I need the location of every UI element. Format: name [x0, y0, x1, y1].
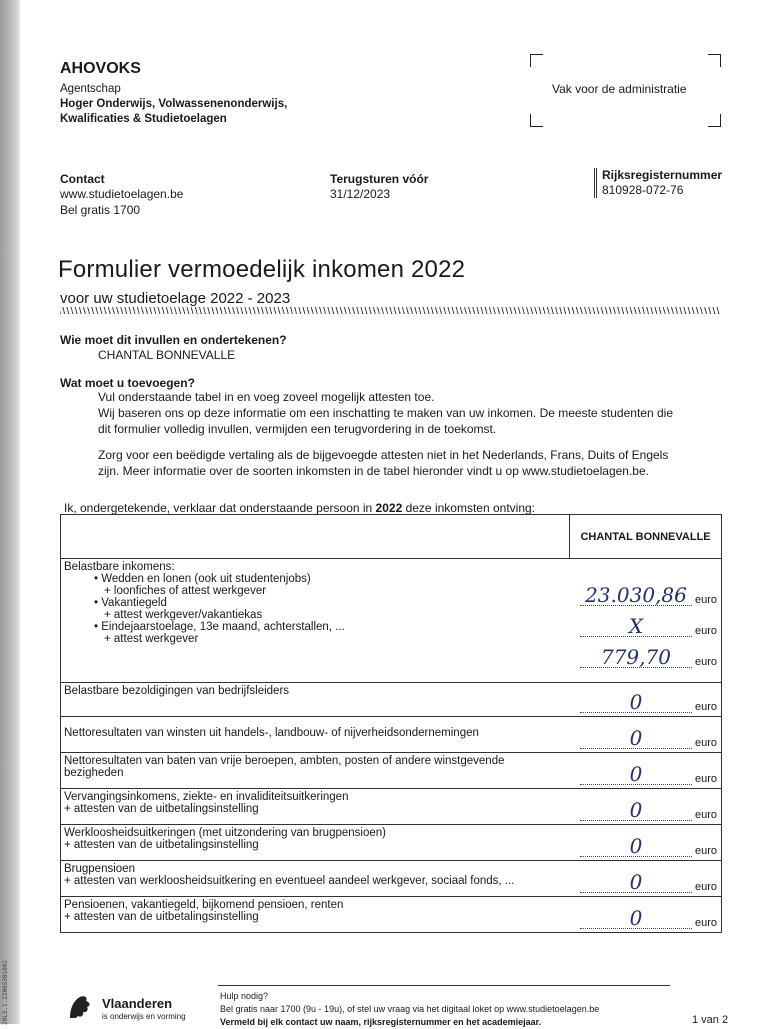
- what-p1-line: Wij baseren ons op deze informatie om een inschatting te maken van uw inkomen. De meeste studenten die: [98, 406, 673, 420]
- title-hatch-divider: [60, 307, 720, 314]
- income-row: [61, 897, 722, 933]
- amount-field[interactable]: [580, 645, 717, 669]
- taxable-item-sub: + loonfiches of attest werkgever: [104, 585, 267, 597]
- brand-tagline: is onderwijs en vorming: [102, 1012, 186, 1021]
- org-agency: Agentschap: [60, 83, 121, 95]
- handwritten-amount: X: [628, 614, 644, 638]
- currency-label: euro: [694, 845, 717, 857]
- who-answer: CHANTAL BONNEVALLE: [98, 348, 236, 362]
- form-code: 20L3.1.22065301002: [2, 960, 9, 1026]
- income-row-label-2: + attesten van de uitbetalingsinstelling: [64, 839, 259, 851]
- scan-edge: [0, 0, 20, 1024]
- currency-label: euro: [694, 917, 717, 929]
- handwritten-amount: 0: [629, 762, 643, 786]
- handwritten-amount: 23.030,86: [585, 583, 687, 607]
- national-id-value: 810928-072-76: [602, 183, 684, 197]
- return-block: [330, 172, 428, 202]
- taxable-item-bullet: • Wedden en lonen (ook uit studentenjobs): [94, 573, 311, 585]
- help-line: Vermeld bij elk contact uw naam, rijksregisternummer en het academiejaar.: [220, 1017, 542, 1027]
- admin-box-corner: [708, 54, 721, 67]
- currency-label: euro: [694, 773, 717, 785]
- currency-label: euro: [694, 737, 717, 749]
- taxable-heading: Belastbare inkomens:: [64, 561, 175, 573]
- currency-label: euro: [694, 656, 717, 668]
- income-row-label-2: + attesten van werkloosheidsuitkering en eventueel aandeel werkgever, sociaal fonds, ...: [64, 875, 515, 887]
- income-row-label: Pensioenen, vakantiegeld, bijkomend pensioen, renten: [64, 899, 344, 911]
- handwritten-amount: 0: [629, 870, 643, 894]
- amount-field[interactable]: [580, 906, 717, 930]
- income-row-label: Belastbare bezoldigingen van bedrijfsleiders: [64, 685, 290, 697]
- help-block: [220, 990, 599, 1029]
- income-row: [61, 825, 722, 861]
- amount-field[interactable]: [580, 690, 717, 714]
- amount-field[interactable]: [580, 798, 717, 822]
- national-id-label: Rijksregisternummer: [602, 168, 723, 182]
- income-row-label: Werkloosheidsuitkeringen (met uitzondering van brugpensioen): [64, 827, 386, 839]
- income-row: [61, 789, 722, 825]
- help-line: Bel gratis naar 1700 (9u - 19u), of stel uw vraag via het digitaal loket op www.studietoelagen.be: [220, 1004, 600, 1014]
- declaration-year: 2022: [375, 501, 403, 515]
- income-row: [61, 683, 722, 717]
- return-label: Terugsturen vóór: [330, 172, 429, 186]
- handwritten-amount: 0: [629, 798, 643, 822]
- what-paragraph-2: [98, 447, 738, 479]
- income-row-cell: [61, 683, 722, 717]
- what-paragraph-1: [98, 389, 738, 437]
- currency-label: euro: [694, 809, 717, 821]
- amount-field[interactable]: [580, 870, 717, 894]
- contact-label: Contact: [60, 172, 105, 186]
- income-row-label-2: + attesten van de uitbetalingsinstelling: [64, 803, 259, 815]
- form-subtitle: voor uw studietoelage 2022 - 2023: [60, 290, 291, 307]
- handwritten-amount: 0: [629, 906, 643, 930]
- taxable-item-sub: + attest werkgever: [104, 633, 199, 645]
- amount-field[interactable]: [580, 583, 717, 607]
- what-p2-line: Zorg voor een beëdigde vertaling als de bijgevoegde attesten niet in het Nederlands, Frans, Duits of Engels: [98, 448, 669, 462]
- income-row-cell: [61, 717, 722, 753]
- currency-label: euro: [694, 594, 717, 606]
- income-row-label-2: bezigheden: [64, 767, 124, 779]
- declaration: [64, 501, 535, 515]
- declaration-pre: Ik, ondergetekende, verklaar dat onderstaande persoon in: [64, 501, 376, 515]
- income-row-cell: [61, 753, 722, 789]
- vlaanderen-lion-icon: [66, 994, 94, 1025]
- income-row-label: Nettoresultaten van winsten uit handels-, landbouw- of nijverheidsondernemingen: [64, 727, 479, 739]
- form-title: Formulier vermoedelijk inkomen 2022: [58, 256, 466, 283]
- taxable-income-row: [61, 559, 722, 683]
- what-question: Wat moet u toevoegen?: [60, 376, 195, 390]
- income-row-label-2: + attesten van de uitbetalingsinstelling: [64, 911, 259, 923]
- income-table: [60, 514, 722, 933]
- taxable-item-sub: + attest werkgever/vakantiekas: [104, 609, 263, 621]
- handwritten-amount: 779,70: [600, 645, 671, 669]
- table-header-row: [61, 515, 722, 559]
- income-row-label: Brugpensioen: [64, 863, 135, 875]
- taxable-item-bullet: • Vakantiegeld: [94, 597, 167, 609]
- admin-box-corner: [708, 114, 721, 127]
- org-line2: Kwalificaties & Studietoelagen: [60, 113, 227, 125]
- contact-website: www.studietoelagen.be: [60, 187, 184, 201]
- admin-box-corner: [530, 54, 543, 67]
- income-row: [61, 753, 722, 789]
- income-row-cell: [61, 789, 722, 825]
- income-row-label: Vervangingsinkomens, ziekte- en invaliditeitsuitkeringen: [64, 791, 349, 803]
- person-name-header: CHANTAL BONNEVALLE: [570, 515, 722, 559]
- who-question: Wie moet dit invullen en ondertekenen?: [60, 333, 287, 347]
- what-p1-line: dit formulier volledig invullen, vermijden een terugvordering in de toekomst.: [98, 422, 497, 436]
- admin-box-label: Vak voor de administratie: [552, 82, 687, 96]
- admin-box-corner: [530, 114, 543, 127]
- income-row-cell: [61, 897, 722, 933]
- declaration-post: deze inkomsten ontving:: [402, 501, 535, 515]
- footer-divider: [218, 985, 670, 986]
- handwritten-amount: 0: [629, 726, 643, 750]
- return-date: 31/12/2023: [330, 187, 391, 201]
- org-line1: Hoger Onderwijs, Volwassenenonderwijs,: [60, 98, 288, 110]
- brand-name: Vlaanderen: [102, 996, 173, 1011]
- taxable-item-bullet: • Eindejaarstoelage, 13e maand, achterstallen, ...: [94, 621, 345, 633]
- national-id-block: [594, 168, 722, 198]
- page-number: 1 van 2: [692, 1014, 729, 1026]
- income-row-label: Nettoresultaten van baten van vrije beroepen, ambten, posten of andere winstgevende: [64, 755, 505, 767]
- amount-field[interactable]: [580, 762, 717, 786]
- header-empty-cell: [61, 515, 570, 559]
- income-row-cell: [61, 861, 722, 897]
- amount-field[interactable]: [580, 834, 717, 858]
- contact-block: [60, 172, 183, 218]
- org-name: AHOVOKS: [60, 60, 141, 77]
- handwritten-amount: 0: [629, 834, 643, 858]
- amount-field[interactable]: [580, 614, 717, 638]
- income-row: [61, 717, 722, 753]
- help-title: Hulp nodig?: [220, 991, 269, 1001]
- currency-label: euro: [694, 881, 717, 893]
- amount-field[interactable]: [580, 726, 717, 750]
- contact-phone: Bel gratis 1700: [60, 203, 141, 217]
- currency-label: euro: [694, 625, 717, 637]
- currency-label: euro: [694, 701, 717, 713]
- handwritten-amount: 0: [629, 690, 643, 714]
- what-p1-line: Vul onderstaande tabel in en voeg zoveel mogelijk attesten toe.: [98, 390, 435, 404]
- taxable-income-cell: [61, 559, 722, 683]
- income-row-cell: [61, 825, 722, 861]
- income-row: [61, 861, 722, 897]
- what-p2-line: zijn. Meer informatie over de soorten inkomsten in de tabel hieronder vindt u op www.studietoelagen.be.: [98, 464, 649, 478]
- org-details: [60, 82, 287, 127]
